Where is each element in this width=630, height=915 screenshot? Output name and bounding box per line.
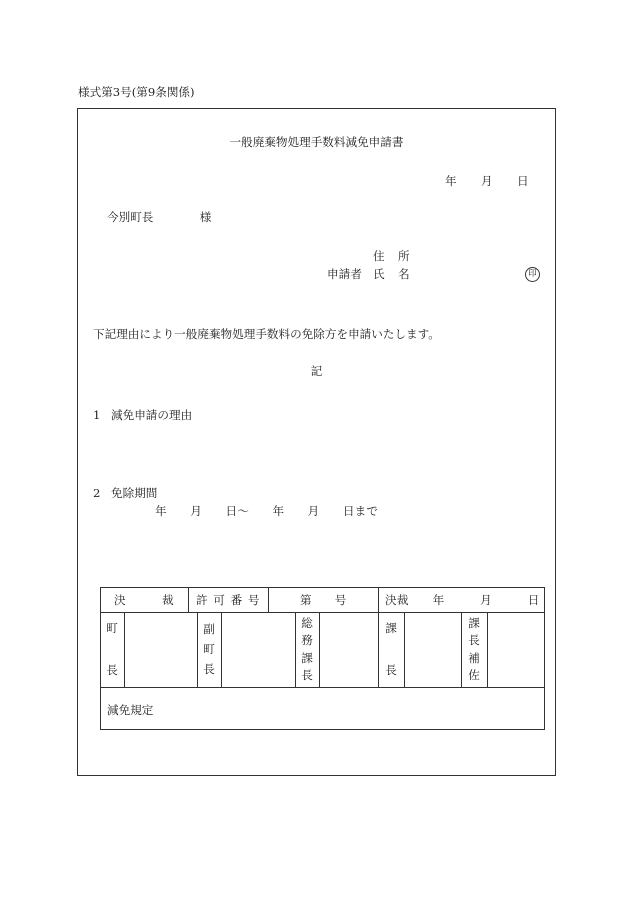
seal-mark: 印 (525, 267, 540, 282)
applicant-label: 申請者 (327, 267, 362, 281)
table-row-divider (100, 612, 545, 613)
name-label: 氏 名 (373, 267, 411, 281)
exemption-rule-label: 減免規定 (107, 703, 154, 717)
signer-mayor: 町長 (106, 621, 118, 677)
decision-date: 決裁 年 月 日 (385, 593, 540, 607)
decision-header: 決 裁 (114, 593, 174, 607)
application-date: 年 月 日 (445, 174, 529, 188)
signer-deputy-mayor: 副町長 (203, 622, 215, 676)
table-column-divider (221, 612, 222, 687)
table-column-divider (487, 612, 488, 687)
signer-section-chief: 課長 (385, 621, 397, 677)
permit-number-field: 第 号 (300, 593, 347, 607)
permit-number-header: 許可番号 (196, 593, 266, 607)
address-label: 住 所 (373, 249, 411, 263)
ki-heading: 記 (310, 364, 323, 378)
table-column-divider (319, 612, 320, 687)
application-statement: 下記理由により一般廃棄物処理手数料の免除方を申請いたします。 (93, 327, 440, 341)
table-column-divider (268, 587, 269, 612)
table-column-divider (378, 587, 379, 687)
table-row-divider (100, 687, 545, 688)
item-number-2: 2 (93, 486, 101, 500)
item-label-reason: 減免申請の理由 (111, 408, 193, 422)
form-number: 様式第3号(第9条関係) (78, 85, 195, 99)
addressee: 今別町長 様 (107, 210, 212, 224)
signer-assistant-section-chief: 課長補佐 (468, 616, 480, 682)
table-column-divider (197, 612, 198, 687)
form-title: 一般廃棄物処理手数料減免申請書 (229, 135, 404, 149)
table-column-divider (124, 612, 125, 687)
exemption-period: 年 月 日〜 年 月 日まで (155, 504, 379, 518)
item-label-period: 免除期間 (111, 486, 158, 500)
signer-general-affairs-chief: 総務課長 (301, 616, 313, 682)
table-column-divider (461, 612, 462, 687)
table-column-divider (404, 612, 405, 687)
table-column-divider (188, 587, 189, 612)
item-number-1: 1 (93, 408, 101, 422)
table-column-divider (295, 612, 296, 687)
